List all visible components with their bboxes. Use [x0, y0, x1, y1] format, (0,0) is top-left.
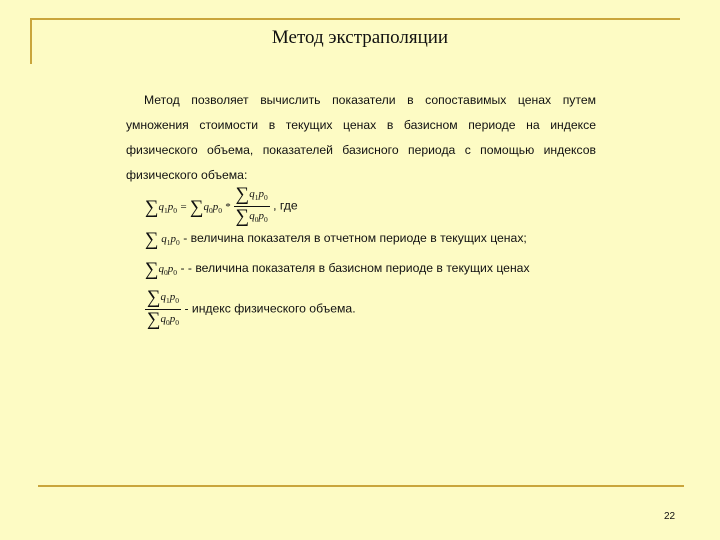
- formula-left: $\sum q_1p_0 = \sum q_0p_0$ *: [145, 196, 231, 218]
- volume-index-fraction: $\frac{\sum q_1p_0}{\sum q_0p_0}$: [235, 184, 268, 227]
- sum-q1p0: ∑ $q_1p_0$: [145, 229, 180, 250]
- page-number: 22: [664, 511, 676, 522]
- definition-1-text: - величина показателя в отчетном периоде в текущих ценах;: [183, 231, 527, 245]
- sum-q0p0: $\sum q_0p_0$: [145, 259, 178, 280]
- slide-title: Метод экстраполяции: [271, 27, 449, 48]
- definition-row-2: [145, 260, 530, 279]
- definition-row-3: [145, 288, 356, 331]
- main-formula: [145, 185, 298, 228]
- formula-tail: , где: [273, 198, 298, 213]
- index-fraction: $\frac{\sum q_1p_0}{\sum q_0p_0}$: [147, 287, 180, 330]
- definition-3-text: - индекс физического объема.: [184, 301, 356, 316]
- definition-row-1: [145, 230, 527, 249]
- top-horizontal-rule: [30, 18, 680, 20]
- definition-2-text: - - величина показателя в базисном периоде в текущих ценах: [180, 261, 530, 275]
- bottom-horizontal-rule: [38, 485, 684, 487]
- intro-paragraph: Метод позволяет вычислить показатели в сопоставимых ценах путем умножения стоимости в текущих ценах в базисном периоде на индексе физического объема, показателей базисного периода с помощью индексов физического объема:: [126, 93, 596, 182]
